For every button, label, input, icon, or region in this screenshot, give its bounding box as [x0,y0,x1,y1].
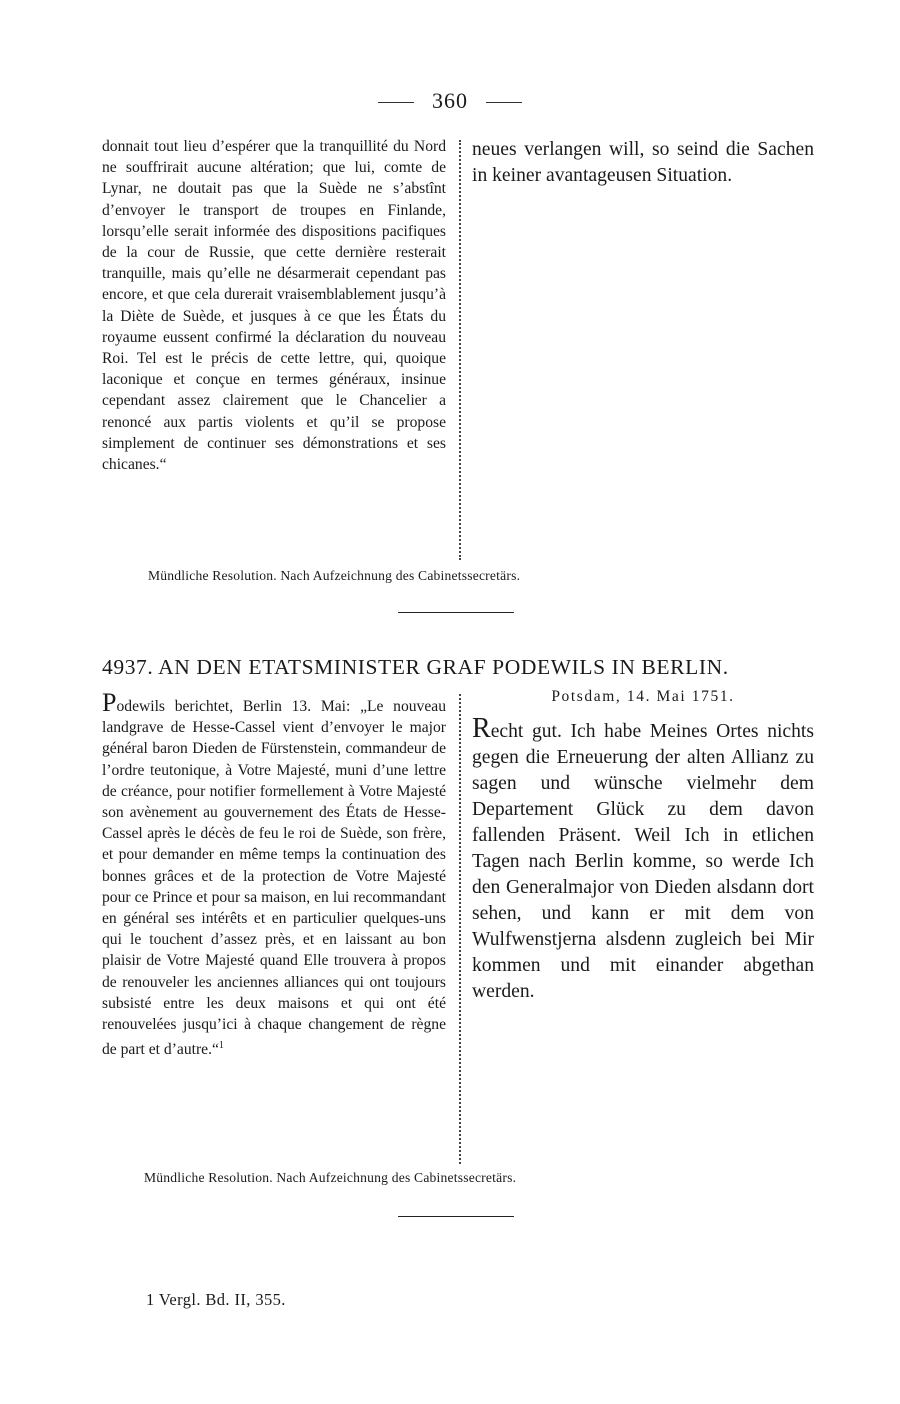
footnote-reference: 1 [218,1040,224,1052]
top-caption: Mündliche Resolution. Nach Aufzeichnung des Cabinetssecretärs. [148,568,521,583]
letter-end-rule [398,1216,514,1217]
letter-left-initial: P [102,688,117,717]
letter-right-text: echt gut. Ich habe Meines Ortes nichts gegen die Erneuerung der alten Allianz zu sagen und wünsche vielmehr dem Departement Glück zu dem davon fallenden Präsent. Weil Ich in etlichen Tagen nach Berlin komme, so werde Ich den Generalmajor von Dieden alsdann dort sehen, und kann er mit dem von Wulfwenstjerna alsdenn zugleich bei Mir kommen und mit einander abgethan werden. [472,721,814,1002]
letter-column-divider [459,694,461,1164]
top-column-divider [459,140,461,560]
footnote-text: Vergl. Bd. II, 355. [158,1290,286,1309]
letter-right-paragraph [472,713,814,1005]
letter-dateline: Potsdam, 14. Mai 1751. [551,688,735,705]
footnote-mark: 1 [146,1290,155,1309]
letter-left-quote: „Le nouveau landgrave de Hesse-Cassel vient d’envoyer le major général baron Dieden de Fürstenstein, commandeur de l’ordre teutonique, à Votre Majesté, muni d’une lettre de créance, pour notifier formellement à Votre Majesté son avènement au gouvernement des États de Hesse-Cassel après le décès de feu le roi de Suède, son frère, et pour demander en même temps la continuation des bonnes grâces et de la protection de Votre Majesté pour ce Prince et pour sa maison, en lui recommandant en général ses intérêts et en particulier quelques-uns qui le touchent d’assez près, et en laissant au bon plaisir de Votre Majesté quand Elle trouvera à propos de renouveler les anciennes alliances qui ont toujours subsisté entre les deux maisons et qui ont été renouvelées jusqu’ici à chaque changement de règne de part et d’autre.“ [102,698,446,1059]
letter-caption: Mündliche Resolution. Nach Aufzeichnung des Cabinetssecretärs. [144,1170,517,1185]
letter-left-column [102,688,446,1061]
footnote [146,1290,286,1310]
letter-heading [102,655,814,680]
top-left-column [102,136,446,475]
page-header [0,88,900,114]
top-left-text: donnait tout lieu d’espérer que la tranquillité du Nord ne souffrirait aucune altération; que lui, comte de Lynar, ne doutait pas que la Suède ne s’abstînt d’envoyer le transport de troupes en Finlande, lorsqu’elle serait informée des dispositions pacifiques de la cour de Russie, que cette dernière resterait tranquille, mais qu’elle ne désarmerait cependant pas encore, et que cela durerait vraisemblablement jusqu’à la Diète de Suède, et jusques à ce que les États du royaume eussent confirmé la déclaration du nouveau Roi. Tel est le précis de cette lettre, qui, quoique laconique et conçue en termes généraux, insinue cependant assez clairement que le Chancelier a renoncé aux partis violents et qu’il se propose simplement de continuer ses démonstrations et ses chicanes.“ [102,138,446,474]
top-right-column [472,137,814,189]
letter-right-column [472,713,814,1005]
letter-left-paragraph [102,688,446,1061]
letter-title: AN DEN ETATSMINISTER GRAF PODEWILS IN BERLIN. [158,655,729,679]
header-dash-right [486,102,522,103]
page-number: 360 [432,88,468,113]
letter-right-initial: R [472,713,491,744]
section-rule [398,612,514,613]
top-right-text: neues verlangen will, so seind die Sachen in keiner avantageusen Situation. [472,139,814,186]
letter-number: 4937. [102,655,154,679]
header-dash-left [378,102,414,103]
letter-left-intro: odewils berichtet, Berlin 13. Mai: [116,698,351,715]
